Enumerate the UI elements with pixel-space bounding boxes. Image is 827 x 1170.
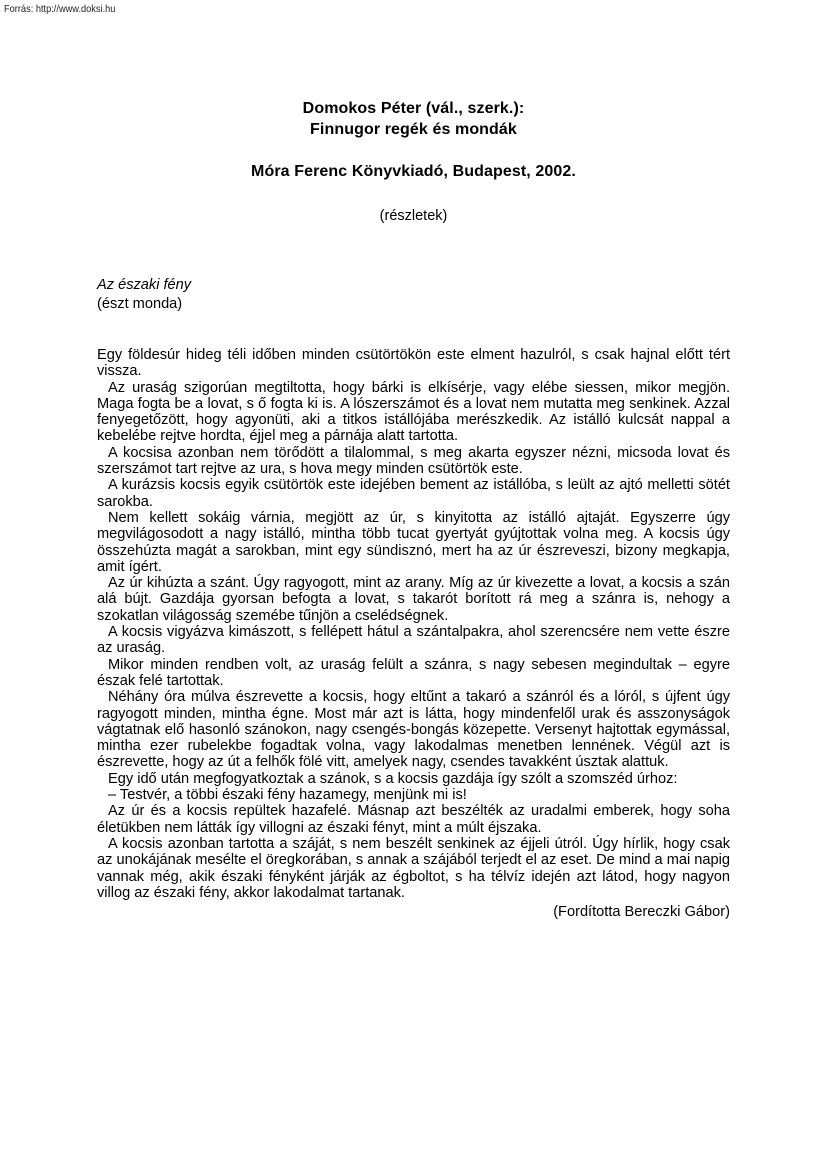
- paragraph: A kocsis vigyázva kimászott, s fellépett hátul a szántalpakra, ahol szerencsére nem vette észre az uraság.: [97, 624, 730, 657]
- story-body: [97, 347, 730, 901]
- book-title-line: Finnugor regék és mondák: [310, 121, 517, 138]
- paragraph: A kurázsis kocsis egyik csütörtök este idejében bement az istállóba, s leült az ajtó melletti sötét sarokba.: [97, 477, 730, 510]
- paragraph: Az úr és a kocsis repültek hazafelé. Másnap azt beszélték az uradalmi emberek, hogy soha életükben nem látták így villogni az északi fényt, mint a múlt éjszaka.: [97, 803, 730, 836]
- paragraph: Egy földesúr hideg téli időben minden csütörtökön este elment hazulról, s csak hajnal előtt tért vissza.: [97, 347, 730, 380]
- book-author-line: Domokos Péter (vál., szerk.):: [302, 100, 525, 117]
- paragraph: A kocsisa azonban nem törődött a tilalommal, s meg akarta egyszer nézni, micsoda lovat és szerszámot tart rejtve az ura, s hova megy minden csütörtök este.: [97, 444, 730, 478]
- section-heading: [97, 276, 730, 314]
- paragraph: Nem kellett sokáig várnia, megjött az úr, s kinyitotta az istálló ajtaját. Egyszerre úgy megvilágosodott a nagy istálló, mintha több tucat gyertyát gyújtottak volna meg. A kocsis úgy összehúzta magát a sarokban, mint egy sündisznó, mert ha az úr észreveszi, bizony megkapja, amit ígért.: [97, 509, 730, 575]
- publisher-line: Móra Ferenc Könyvkiadó, Budapest, 2002.: [251, 163, 576, 180]
- story-title: Az északi fény: [97, 277, 192, 293]
- excerpt-note: (részletek): [379, 208, 448, 224]
- dialogue-line: – Testvér, a többi északi fény hazamegy, menjünk mi is!: [108, 787, 467, 804]
- paragraph: Az uraság szigorúan megtiltotta, hogy bárki is elkísérje, vagy elébe siessen, mikor megjön. Maga fogta be a lovat, s ő fogta ki is. A lószerszámot és a lovat nem mutatta meg senkinek. Azzal fenyegetőzött, hogy agyonüti, aki a titkos istállójába merészkedik. Az istálló kulcsát nappal a kebelébe rejtve hordta, éjjel meg a párnája alatt tartotta.: [97, 379, 730, 445]
- story-subtitle: (észt monda): [97, 296, 183, 312]
- source-watermark: Forrás: http://www.doksi.hu: [4, 3, 116, 15]
- translator-credit: (Fordította Bereczki Gábor): [553, 904, 730, 921]
- title-block: [97, 98, 730, 140]
- paragraph: A kocsis azonban tartotta a száját, s nem beszélt senkinek az éjjeli útról. Úgy hírlik, hogy csak az unokájának mesélte el öregkorában, s annak a szájából terjedt el az eset. De mind a mai napig vannak még, akik északi fényként járják az égboltot, s ha télvíz idején azt látod, hogy nagyon villog az északi fény, akkor lakodalmat tartanak.: [97, 835, 730, 901]
- paragraph: Néhány óra múlva észrevette a kocsis, hogy eltűnt a takaró a szánról és a lóról, s újfent úgy ragyogott minden, mintha égne. Most már azt is látta, hogy mindenfelől urak és asszonyságok vágtatnak elő hasonló szánokon, nagy csengés-bongás közepette. Versenyt hajtottak egymással, mintha ezer rubelekbe fogadtak volna, vagy lakodalmas menetben lennének. Végül azt is észrevette, hogy az út a felhők fölé vitt, amelyek nagy, csendes tavakként úsztak alattuk.: [97, 689, 730, 771]
- paragraph: Mikor minden rendben volt, az uraság felült a szánra, s nagy sebesen megindultak – egyre észak felé tartottak.: [97, 656, 730, 689]
- paragraph: Az úr kihúzta a szánt. Úgy ragyogott, mint az arany. Míg az úr kivezette a lovat, a kocsis a szán alá bújt. Gazdája gyorsan befogta a lovat, s takarót borított rá meg a szánra is, nehogy a szokatlan világosság szemébe tűnjön a cselédségnek.: [97, 575, 730, 624]
- page-content: [97, 0, 730, 922]
- paragraph: Egy idő után megfogyatkoztak a szánok, s a kocsis gazdája így szólt a szomszéd úrhoz:: [108, 770, 678, 787]
